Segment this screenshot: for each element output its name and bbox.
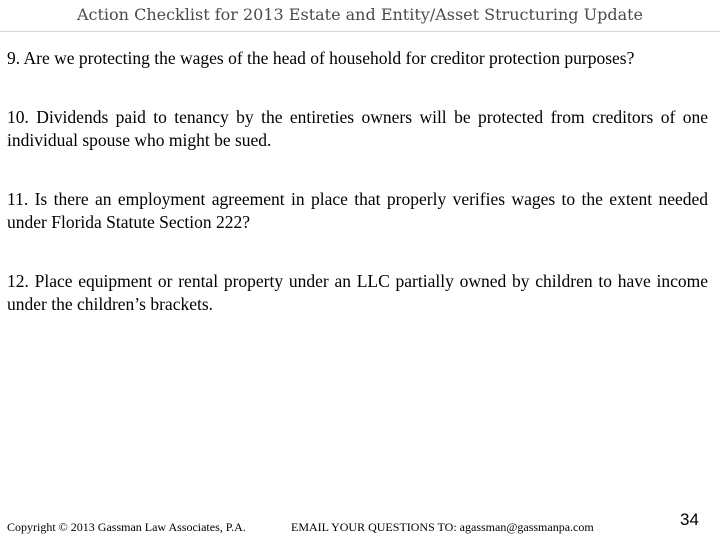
checklist-item-9: 9. Are we protecting the wages of the head of household for creditor protection purposes? bbox=[7, 48, 635, 68]
footer-email: EMAIL YOUR QUESTIONS TO: agassman@gassmanpa.com bbox=[291, 520, 594, 534]
footer-copyright: Copyright © 2013 Gassman Law Associates, P.A. bbox=[7, 520, 246, 534]
title-divider bbox=[0, 31, 720, 32]
checklist-item-11: 11. Is there an employment agreement in place that properly verifies wages to the extent needed under Florida Statute Section 222? bbox=[7, 188, 708, 232]
slide-title: Action Checklist for 2013 Estate and Entity/Asset Structuring Update bbox=[76, 5, 644, 24]
checklist-item-12: 12. Place equipment or rental property under an LLC partially owned by children to have income under the children’s brackets. bbox=[7, 270, 708, 314]
checklist-item-10: 10. Dividends paid to tenancy by the entireties owners will be protected from creditors of one individual spouse who might be sued. bbox=[7, 106, 708, 150]
page-number: 34 bbox=[680, 510, 699, 529]
checklist bbox=[7, 47, 708, 352]
